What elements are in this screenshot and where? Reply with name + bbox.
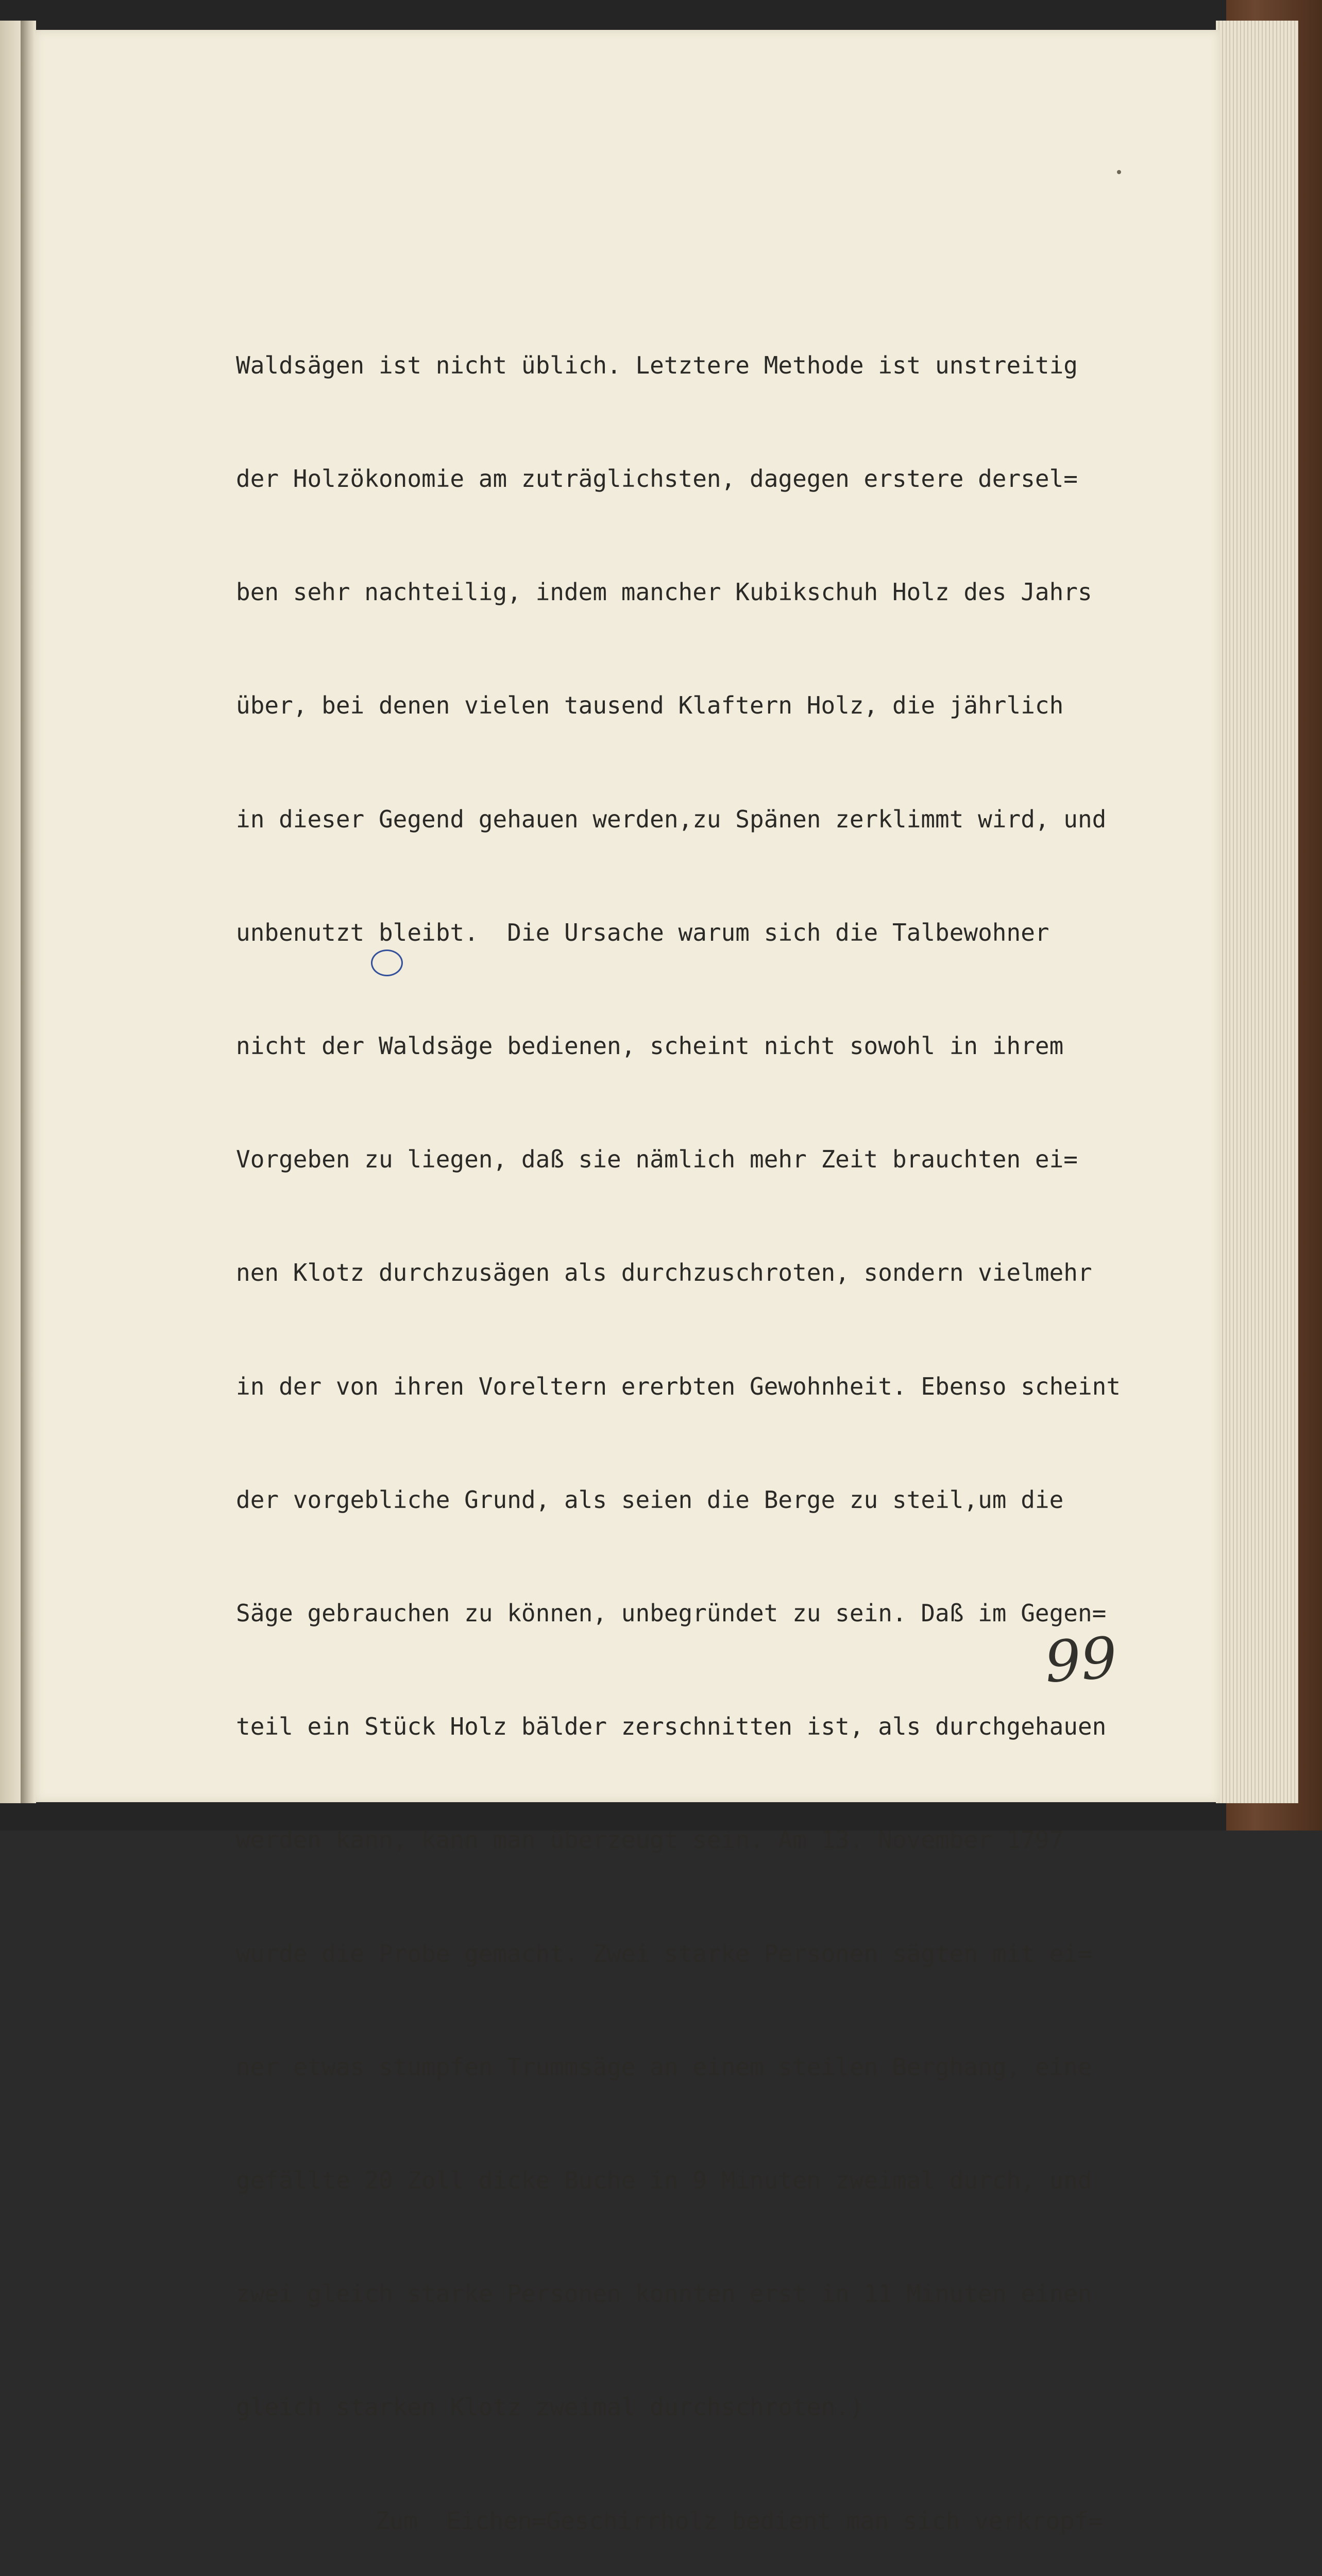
text-line: ben sehr nachteilig, indem mancher Kubikschuh Holz des Jahrs [236,578,1092,606]
text-line: in dieser Gegend gehauen werden,zu Spänen zerklimmt wird, und [236,805,1107,833]
paragraph-start-line: Zum Eichen=Geschirrholz bedient man sich verkropf= [375,2506,1103,2535]
handwritten-correction-circle [371,950,403,976]
handwritten-page-number: 99 [1042,1624,1120,1696]
text-line: gefällte 20 Zoll dicke Buche in 9 Minuten zweimal durch, und [236,2166,1092,2195]
text-line: zwei gleich starke Personen konnten erst in 11 Minuten einen [236,2280,1092,2308]
text-line: unbenutzt bleibt. Die Ursache warum sich die Talbewohner [236,918,1049,946]
text-line: nen Klotz durchzusägen als durchzuschroten, sondern vielmehr [236,1259,1092,1287]
text-line: in der von ihren Voreltern ererbten Gewohnheit. Ebenso scheint [236,1372,1121,1400]
text-line: Säge gebrauchen zu können, unbegründet zu sein. Daß im Gegen= [236,1599,1107,1628]
ink-speck [1117,170,1121,174]
text-line: der vorgebliche Grund, als seien die Berge zu steil,um die [236,1485,1064,1514]
text-line: werden kann, kann man überzeugt sein. Am 13. November 1797 [236,1826,1064,1854]
typed-text-body [236,271,1241,2576]
text-line: nicht der Waldsäge bedienen, scheint nicht sowohl in ihrem [236,1032,1064,1060]
text-line: gleich starken Klotz zweimal durchschroten.) [236,2393,864,2421]
text-line: teil ein Stück Holz bälder zerschnitten ist, als durchgehauen [236,1713,1107,1741]
text-line: wurde die Probe gemacht. Zwei starke Personen sägten mit ei= [236,1939,1092,1968]
text-line: Vorgeben zu liegen, daß sie nämlich mehr Zeit brauchten ei= [236,1145,1078,1174]
text-line: der Holzökonomie am zuträglichsten, dagegen erstere dersel= [236,465,1078,493]
book-gutter [21,21,36,1803]
text-line: ner etwas stumpfen Trummsäge an einem steilen Berghang, eine [236,2053,1092,2081]
text-line: über, bei denen vielen tausend Klaftern Holz, die jährlich [236,691,1064,720]
text-line: Waldsägen ist nicht üblich. Letztere Methode ist unstreitig [236,351,1078,379]
document-page [35,30,1220,2535]
